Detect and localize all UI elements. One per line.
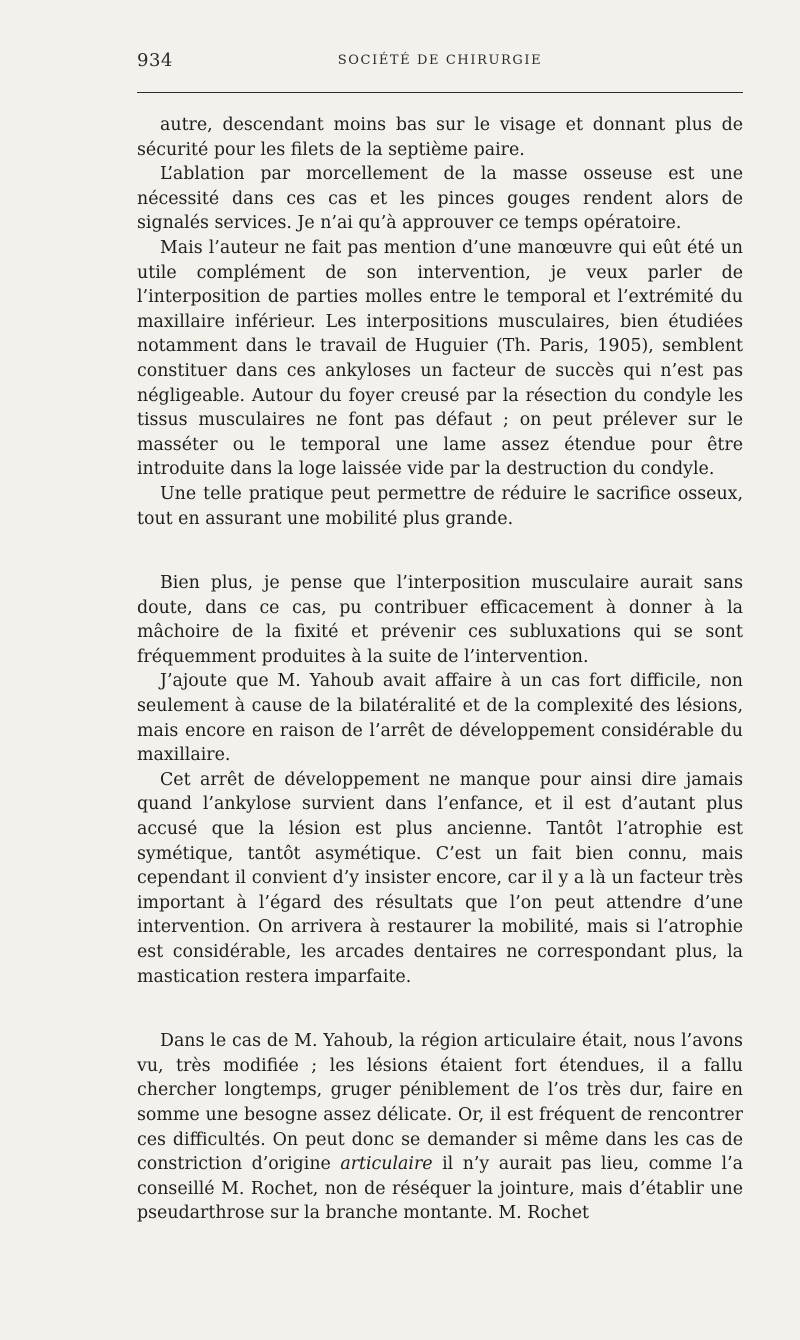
paragraph-8 bbox=[137, 1029, 743, 1226]
paragraph-2: L’ablation par morcellement de la masse osseuse est une nécessité dans ces cas et les pinces gouges rendent alors de signalés services. Je n’ai qu’à approuver ce temps opératoire. bbox=[137, 164, 743, 234]
paragraph-8-text-end: il n’y aurait pas lieu, comme l’a conseillé M. Rochet, non de réséquer la jointure, mais d’établir une pseudarthrose sur la branche montante. M. Rochet bbox=[137, 1154, 743, 1224]
page-number: 934 bbox=[137, 50, 173, 71]
paragraph-5: Bien plus, je pense que l’interposition musculaire aurait sans doute, dans ce cas, pu contribuer efficacement à donner à la mâchoire de la fixité et prévenir ces subluxations qui se sont fréquemment produites à la suite de l’intervention. bbox=[137, 573, 743, 667]
body-text bbox=[137, 113, 743, 1226]
header-rule bbox=[137, 92, 743, 93]
italic-term: articulaire bbox=[340, 1154, 433, 1175]
running-head: SOCIÉTÉ DE CHIRURGIE bbox=[337, 53, 543, 68]
section-gap bbox=[137, 531, 743, 571]
paragraph-7: Cet arrêt de développement ne manque pour ainsi dire jamais quand l’ankylose survient dans l’enfance, et il est d’autant plus accusé que la lésion est plus ancienne. Tantôt l’atrophie est symétique, tantôt asymétique. C’est un fait bien connu, mais cependant il convient d’y insister encore, car il y a là un facteur très important à l’égard des résultats que l’on peut attendre d’une intervention. On arrivera à restaurer la mobilité, mais si l’atrophie est considérable, les arcades dentaires ne correspondant plus, la mastication restera imparfaite. bbox=[137, 769, 743, 987]
paragraph-4: Une telle pratique peut permettre de réduire le sacrifice osseux, tout en assurant une mobilité plus grande. bbox=[137, 483, 743, 529]
paragraph-1: autre, descendant moins bas sur le visage et donnant plus de sécurité pour les filets de la septième paire. bbox=[137, 115, 743, 160]
page-header bbox=[137, 50, 743, 74]
paragraph-6: J’ajoute que M. Yahoub avait affaire à un cas fort difficile, non seulement à cause de la bilatéralité et de la complexité des lésions, mais encore en raison de l’arrêt de développement considérable du maxillaire. bbox=[137, 671, 743, 766]
paragraph-3: Mais l’auteur ne fait pas mention d’une manœuvre qui eût été un utile complément de son intervention, je veux parler de l’interposition de parties molles entre le temporal et l’extrémité du maxillaire inférieur. Les interpositions musculaires, bien étudiées notamment dans le travail de Huguier (Th. Paris, 1905), semblent constituer dans ces ankyloses un facteur de succès qui n’est pas négligeable. Autour du foyer creusé par la résection du condyle les tissus musculaires ne font pas défaut ; on peut prélever sur le masséter ou le temporal une lame assez étendue pour être introduite dans la loge laissée vide par la destruction du condyle. bbox=[137, 237, 743, 480]
paragraph-8-text-start: Dans le cas de M. Yahoub, la région articulaire était, nous l’avons vu, très modifiée ; les lésions étaient fort étendues, il a fallu chercher longtemps, gruger péniblement de l’os très dur, faire en somme une besogne assez délicate. Or, il est fréquent de rencontrer ces difficultés. On peut donc se demander si même dans les cas de constriction d’origine bbox=[137, 1031, 743, 1175]
section-gap bbox=[137, 989, 743, 1029]
